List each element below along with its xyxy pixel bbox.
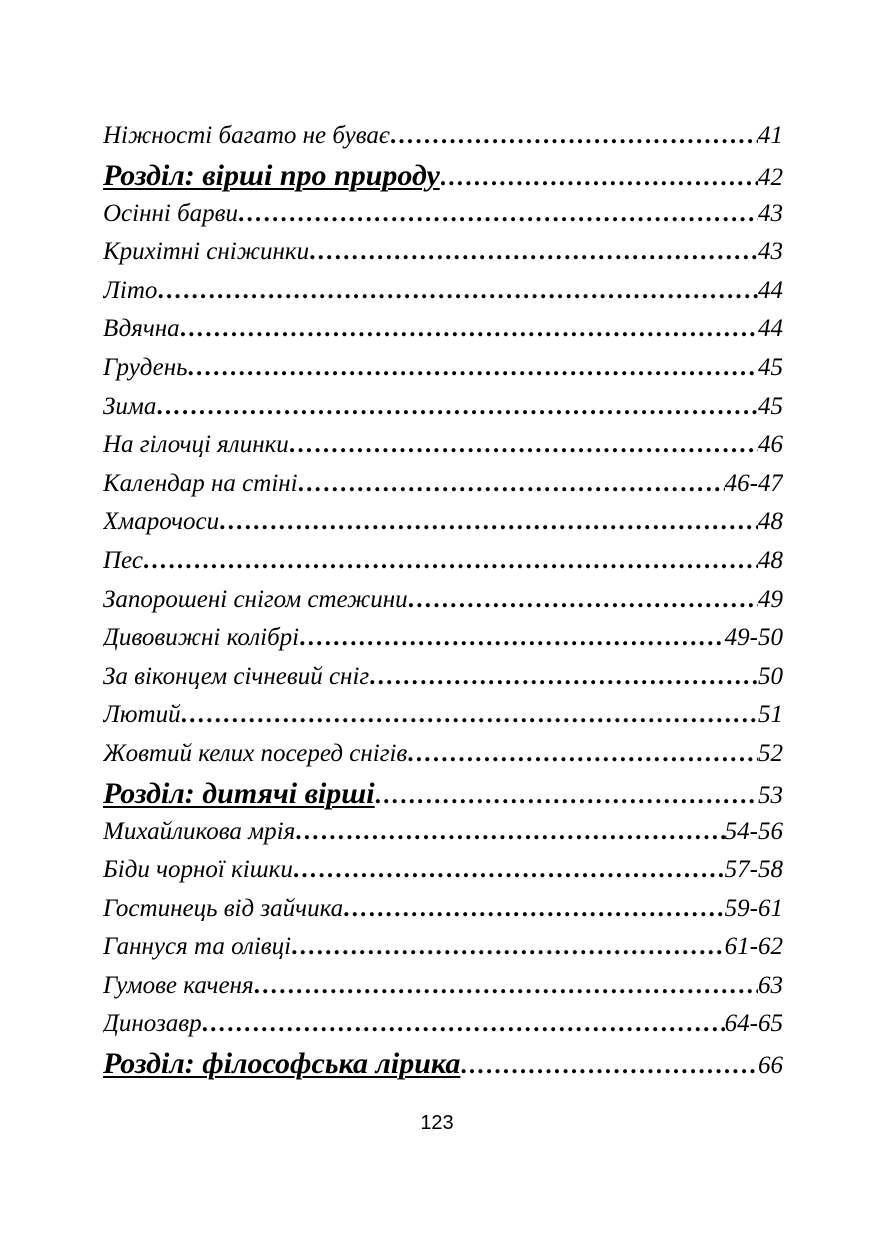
dot-leader	[254, 967, 758, 1006]
entry-title: Осінні барви	[103, 199, 239, 227]
entry-page-number: 48	[758, 546, 783, 574]
entry-title: Жовтий келих посеред снігів	[103, 739, 408, 767]
entry-title: Пес	[103, 546, 143, 574]
toc-section-heading	[103, 774, 783, 813]
entry-page-number: 44	[758, 276, 783, 304]
toc-section-heading	[103, 1044, 783, 1083]
dot-leader	[157, 272, 758, 311]
entry-title: За віконцем січневий сніг	[103, 662, 370, 690]
entry-title: Ганнуся та олівці	[103, 933, 292, 961]
entry-page-number: 44	[758, 315, 783, 343]
entry-title: Грудень	[103, 353, 188, 381]
entry-page-number: 45	[758, 353, 783, 381]
entry-title: Календар на стіні	[103, 469, 298, 497]
entry-title: Гостинець від зайчика	[103, 894, 344, 922]
toc-entry	[103, 696, 783, 735]
toc-entry	[103, 735, 783, 774]
dot-leader	[291, 928, 725, 967]
toc-section-heading	[103, 156, 783, 195]
toc-entry	[103, 233, 783, 272]
toc-entry	[103, 349, 783, 388]
entry-title: Ніжності багато не буває	[103, 122, 390, 149]
dot-leader	[390, 117, 758, 156]
entry-page-number: 59-61	[724, 894, 783, 922]
dot-leader	[295, 813, 724, 852]
entry-page-number: 61-62	[724, 933, 783, 961]
entry-page-number: 53	[758, 781, 783, 809]
entry-page-number: 43	[758, 199, 783, 227]
toc-entry	[103, 465, 783, 504]
page-number: 123	[420, 1112, 454, 1134]
toc-entry	[103, 195, 783, 234]
toc-entry	[103, 503, 783, 542]
dot-leader	[369, 658, 758, 697]
dot-leader	[460, 1046, 758, 1083]
entry-title: Хмарочоси	[103, 508, 220, 536]
toc-entry	[103, 813, 783, 852]
entry-page-number: 46-47	[724, 469, 783, 497]
entry-page-number: 49	[758, 585, 783, 613]
dot-leader	[188, 349, 758, 388]
dot-leader	[180, 310, 758, 349]
dot-leader	[408, 581, 758, 620]
section-title: Розділ: дитячі вірші	[103, 776, 375, 810]
toc-entry	[103, 388, 783, 427]
toc-entry	[103, 542, 783, 581]
dot-leader	[440, 158, 758, 195]
entry-title: Динозавр	[103, 1010, 202, 1038]
toc-entry	[103, 851, 783, 890]
entry-page-number: 42	[758, 163, 783, 191]
entry-page-number: 64-65	[724, 1010, 783, 1038]
entry-title: Дивовижні колібрі	[103, 624, 300, 652]
entry-title: На гілочці ялинки	[103, 431, 289, 459]
entry-title: Гумове каченя	[103, 971, 254, 999]
dot-leader	[299, 619, 725, 658]
entry-page-number: 63	[758, 971, 783, 999]
toc-entry	[103, 1005, 783, 1044]
entry-page-number: 51	[758, 701, 783, 729]
toc-entry	[103, 310, 783, 349]
dot-leader	[289, 426, 758, 465]
entry-title: Зима	[103, 392, 157, 420]
dot-leader	[219, 503, 758, 542]
dot-leader	[309, 233, 758, 272]
entry-page-number: 57-58	[724, 856, 783, 884]
dot-leader	[156, 388, 758, 427]
entry-page-number: 45	[758, 392, 783, 420]
section-title: Розділ: вірші про природу	[103, 158, 440, 192]
dot-leader	[293, 851, 725, 890]
entry-page-number: 41	[758, 122, 783, 149]
entry-page-number: 66	[758, 1052, 783, 1080]
table-of-contents	[103, 117, 783, 1083]
entry-page-number: 54-56	[724, 817, 783, 845]
entry-page-number: 50	[758, 662, 783, 690]
entry-page-number: 43	[758, 238, 783, 266]
entry-page-number: 52	[758, 739, 783, 767]
toc-entry	[103, 658, 783, 697]
entry-title: Вдячна	[103, 315, 180, 343]
entry-page-number: 49-50	[724, 624, 783, 652]
toc-entry	[103, 928, 783, 967]
dot-leader	[298, 465, 725, 504]
dot-leader	[181, 696, 758, 735]
toc-entry	[103, 581, 783, 620]
entry-page-number: 48	[758, 508, 783, 536]
dot-leader	[375, 776, 758, 813]
toc-entry	[103, 619, 783, 658]
entry-title: Крихітні сніжинки	[103, 238, 310, 266]
dot-leader	[343, 890, 725, 929]
toc-entry	[103, 890, 783, 929]
toc-entry	[103, 117, 783, 156]
dot-leader	[407, 735, 758, 774]
entry-title: Лютий	[103, 701, 181, 729]
entry-title: Літо	[103, 276, 158, 304]
dot-leader	[202, 1005, 725, 1044]
dot-leader	[143, 542, 758, 581]
section-title: Розділ: філософська лірика	[103, 1047, 461, 1081]
dot-leader	[238, 195, 758, 234]
entry-title: Біди чорної кішки	[103, 856, 293, 884]
entry-title: Михайликова мрія	[103, 817, 296, 845]
toc-entry	[103, 967, 783, 1006]
entry-title: Запорошені снігом стежини	[103, 585, 408, 613]
entry-page-number: 46	[758, 431, 783, 459]
toc-entry	[103, 426, 783, 465]
toc-entry	[103, 272, 783, 311]
